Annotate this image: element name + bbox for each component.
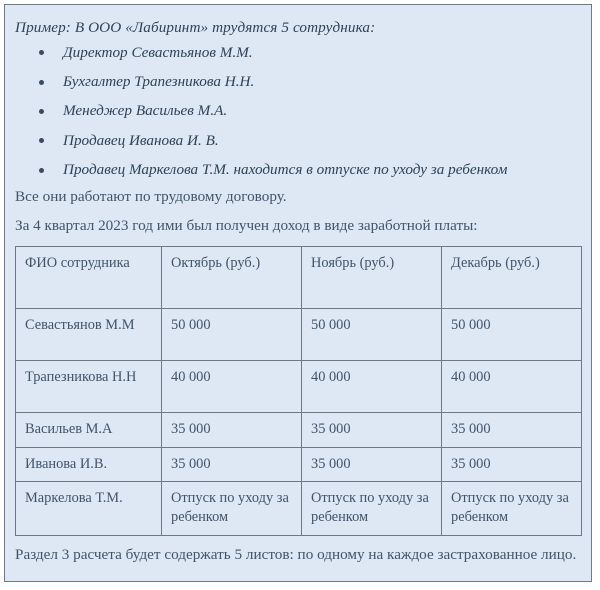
list-item — [15, 131, 581, 151]
cell-employee-name: Васильев М.А — [16, 412, 162, 447]
list-item — [15, 72, 581, 92]
intro-sentence: Пример: В ООО «Лабиринт» трудятся 5 сотрудника: — [15, 19, 376, 36]
cell-employee-name: Трапезникова Н.Н — [16, 360, 162, 412]
column-header-name: ФИО сотрудника — [16, 246, 162, 308]
table-row — [16, 360, 582, 412]
table-row — [16, 447, 582, 482]
cell-december: 50 000 — [442, 308, 582, 360]
cell-november: 40 000 — [302, 360, 442, 412]
cell-november: 35 000 — [302, 447, 442, 482]
cell-december: Отпуск по уходу за ребенком — [442, 482, 582, 535]
bullet-icon — [39, 109, 44, 114]
cell-november: 35 000 — [302, 412, 442, 447]
cell-december: 35 000 — [442, 412, 582, 447]
list-item-label: Менеджер Васильев М.А. — [63, 102, 228, 120]
table-row — [16, 482, 582, 535]
table-header-row — [16, 246, 582, 308]
list-item-label: Директор Севастьянов М.М. — [63, 43, 253, 61]
column-header-october: Октябрь (руб.) — [162, 246, 302, 308]
cell-october: 50 000 — [162, 308, 302, 360]
column-header-december: Декабрь (руб.) — [442, 246, 582, 308]
list-item — [15, 160, 581, 180]
salary-table — [15, 246, 582, 536]
cell-december: 35 000 — [442, 447, 582, 482]
staff-list — [15, 43, 581, 181]
cell-october: 35 000 — [162, 447, 302, 482]
list-item-label: Продавец Маркелова Т.М. находится в отпуске по уходу за ребенком — [63, 161, 508, 179]
document-content — [5, 5, 591, 565]
cell-employee-name: Иванова И.В. — [16, 447, 162, 482]
cell-employee-name: Маркелова Т.М. — [16, 482, 162, 535]
table-row — [16, 412, 582, 447]
list-item — [15, 101, 581, 121]
list-item-label: Продавец Иванова И. В. — [63, 131, 219, 149]
paragraph-contract: Все они работают по трудовому договору. — [15, 188, 287, 206]
table-head — [16, 246, 582, 308]
bullet-icon — [39, 138, 44, 143]
table-row — [16, 308, 582, 360]
bullet-icon — [39, 80, 44, 85]
table-body — [16, 308, 582, 535]
cell-october: 35 000 — [162, 412, 302, 447]
bullet-icon — [39, 168, 44, 173]
list-item-label: Бухгалтер Трапезникова Н.Н. — [63, 73, 255, 91]
bullet-icon — [39, 50, 44, 55]
cell-november: Отпуск по уходу за ребенком — [302, 482, 442, 535]
document-panel — [4, 4, 592, 582]
column-header-november: Ноябрь (руб.) — [302, 246, 442, 308]
cell-october: 40 000 — [162, 360, 302, 412]
paragraph-footer: Раздел 3 расчета будет содержать 5 листов: по одному на каждое застрахованное лицо. — [15, 545, 577, 563]
cell-november: 50 000 — [302, 308, 442, 360]
list-item — [15, 43, 581, 63]
cell-december: 40 000 — [442, 360, 582, 412]
paragraph-income: За 4 квартал 2023 год ими был получен доход в виде заработной платы: — [15, 217, 478, 235]
cell-october: Отпуск по уходу за ребенком — [162, 482, 302, 535]
cell-employee-name: Севастьянов М.М — [16, 308, 162, 360]
